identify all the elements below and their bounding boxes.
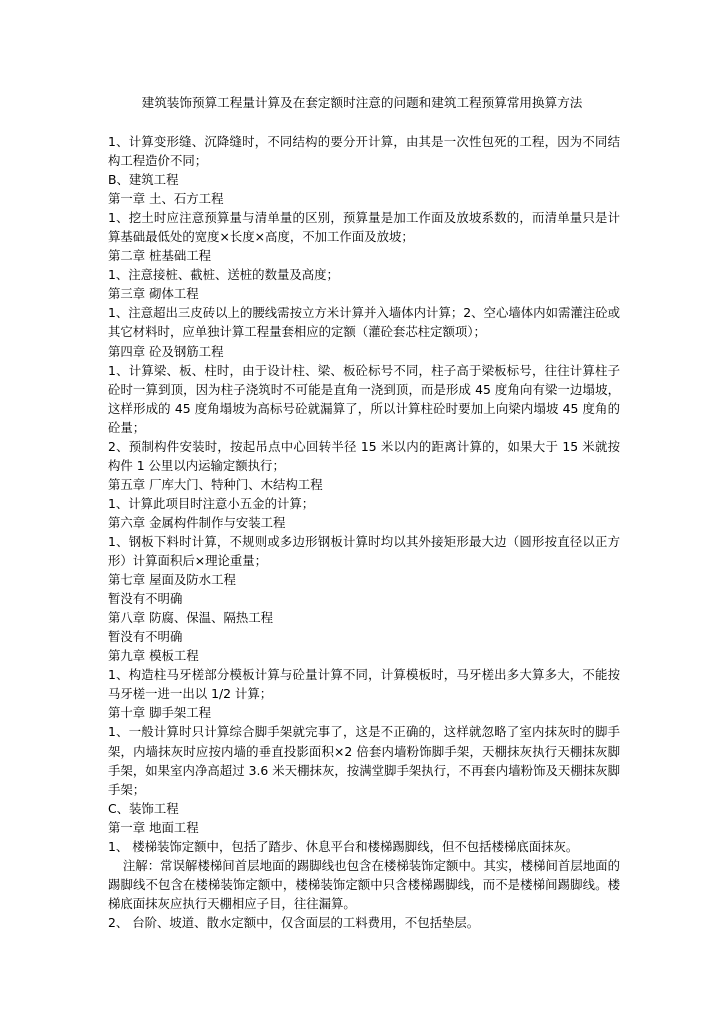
chapter-heading: 第一章 土、石方工程: [108, 191, 224, 207]
section-heading: C、装饰工程: [108, 800, 179, 816]
chapter-heading: 第三章 砌体工程: [108, 286, 199, 302]
document-title: 建筑装饰预算工程量计算及在套定额时注意的问题和建筑工程预算常用换算方法: [141, 95, 583, 110]
paragraph: 1、 楼梯装饰定额中，包括了踏步、休息平台和楼梯踢脚线，但不包括楼梯底面抹灰。: [108, 838, 579, 854]
paragraph: 1、计算梁、板、柱时，由于设计柱、梁、板砼标号不同，柱子高于梁板标号，往往计算柱子砼时一算到顶，因为柱子浇筑时不可能是直角一浇到顶，而是形成 45 度角向有梁一边塌坡，这样形成的 45 度角塌坡为高标号砼就漏算了，所以计算柱砼时要加上向梁内塌坡 45 度角的砼量；: [108, 362, 620, 435]
chapter-heading: 第八章 防腐、保温、隔热工程: [108, 610, 274, 626]
chapter-heading: 第四章 砼及钢筋工程: [108, 343, 224, 359]
paragraph: 2、 台阶、坡道、散水定额中，仅含面层的工料费用，不包括垫层。: [108, 914, 480, 930]
chapter-heading: 第六章 金属构件制作与安装工程: [108, 514, 286, 530]
paragraph: 暂没有不明确: [108, 591, 183, 607]
chapter-heading: 第二章 桩基础工程: [108, 248, 212, 264]
note-paragraph: 注解：常误解楼梯间首层地面的踢脚线也包含在楼梯装饰定额中。其实，楼梯间首层地面的踢脚线不包含在楼梯装饰定额中，楼梯装饰定额中只含楼梯踢脚线，而不是楼梯间踢脚线。楼梯底面抹灰应执行天棚相应子目，往往漏算。: [108, 857, 620, 911]
chapter-heading: 第一章 地面工程: [108, 819, 199, 835]
paragraph: 暂没有不明确: [108, 629, 183, 645]
paragraph: 1、一般计算时只计算综合脚手架就完事了，这是不正确的，这样就忽略了室内抹灰时的脚手架，内墙抹灰时应按内墙的垂直投影面积×2 倍套内墙粉饰脚手架，天棚抹灰执行天棚抹灰脚手架，如果室内净高超过 3.6 米天棚抹灰，按满堂脚手架执行，不再套内墙粉饰及天棚抹灰脚手架；: [108, 724, 620, 797]
paragraph: 1、计算变形缝、沉降缝时，不同结构的要分开计算，由其是一次性包死的工程，因为不同结构工程造价不同；: [108, 134, 620, 169]
paragraph: 1、计算此项目时注意小五金的计算；: [108, 495, 315, 511]
paragraph: 2、预制构件安装时，按起吊点中心回转半径 15 米以内的距离计算的，如果大于 15 米就按构件 1 公里以内运输定额执行；: [108, 438, 620, 473]
document-body: [108, 132, 620, 932]
chapter-heading: 第九章 模板工程: [108, 648, 199, 664]
paragraph: 1、注意接桩、截桩、送桩的数量及高度；: [108, 267, 339, 283]
chapter-heading: 第五章 厂库大门、特种门、木结构工程: [108, 476, 323, 492]
section-heading: B、建筑工程: [108, 172, 179, 188]
paragraph: 1、构造柱马牙槎部分模板计算与砼量计算不同，计算模板时，马牙槎出多大算多大，不能按马牙槎一进一出以 1/2 计算；: [108, 667, 620, 702]
chapter-heading: 第七章 屋面及防水工程: [108, 572, 236, 588]
paragraph: 1、挖土时应注意预算量与清单量的区别，预算量是加工作面及放坡系数的，而清单量只是计算基础最低处的宽度×长度×高度，不加工作面及放坡；: [108, 210, 620, 245]
paragraph: 1、钢板下料时计算，不规则或多边形钢板计算时均以其外接矩形最大边（圆形按直径以正方形）计算面积后×理论重量；: [108, 533, 620, 569]
chapter-heading: 第十章 脚手架工程: [108, 705, 212, 721]
paragraph: 1、注意超出三皮砖以上的腰线需按立方米计算并入墙体内计算；2、空心墙体内如需灌注砼或其它材料时，应单独计算工程量套相应的定额（灌砼套芯柱定额项）；: [108, 305, 620, 340]
